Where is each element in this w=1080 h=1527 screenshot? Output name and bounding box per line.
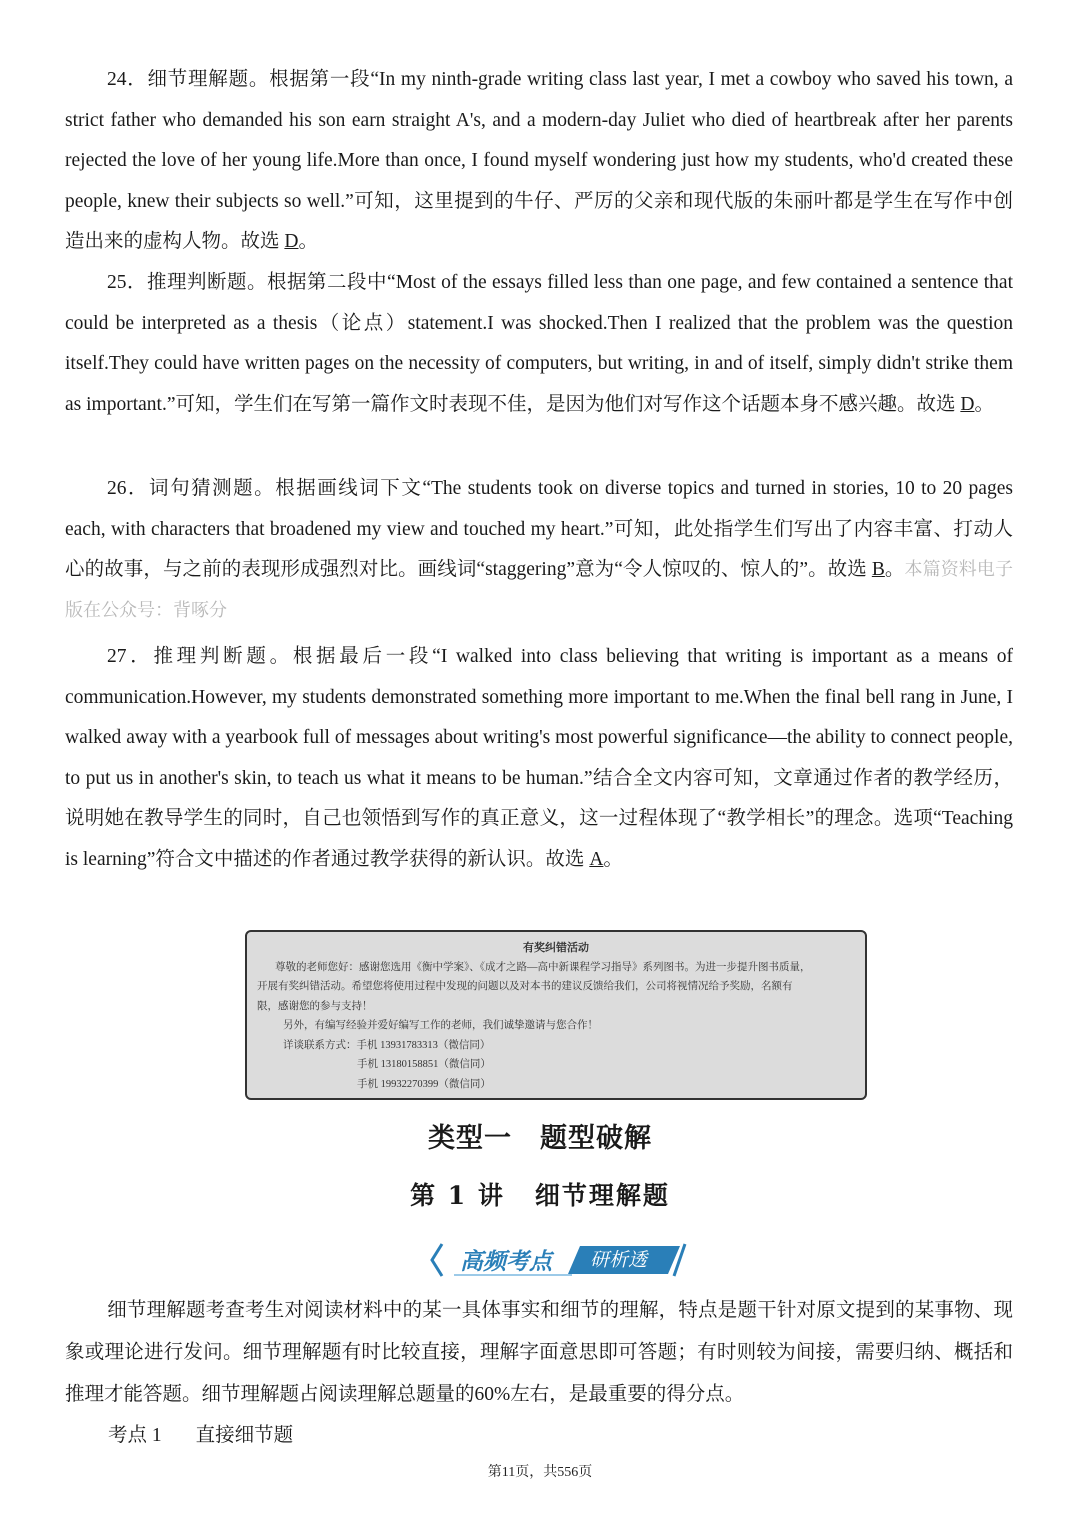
q26-body: 根据画线词下文“The students took on diverse topics and turned in stories, 10 to 20 pages each, with characters that broadened my view and touched my heart.”可知，此处指学生们写出了内容丰富、打动人心的故事，与之前的表现形成强烈对比。画线词“staggering”意为“令人惊叹的、惊人的”。故选: [65, 478, 1013, 580]
q25-type-label: 推理判断题。: [147, 272, 268, 293]
q26-type-label: 词句猜测题。: [149, 478, 276, 499]
notice-contact: 手机 13180158851（微信同）: [357, 1059, 491, 1070]
high-frequency-banner: [430, 1240, 692, 1280]
question-26-explanation: 26．词句猜测题。根据画线词下文“The students took on diverse topics and turned in stories, 10 to 20 pages each, with characters that broadened my view and touched my heart.”可知，此处指学生们写出了内容丰富、打动人心的故事，与之前的表现形成强烈对比。画线词“staggering”意为“令人惊叹的、惊人的”。故选 B。本篇资料电子版在公众号：背啄分: [65, 478, 1013, 621]
kaodian-title: 直接细节题: [195, 1425, 294, 1446]
notice-line: 开展有奖纠错活动。希望您将使用过程中发现的问题以及对本书的建议反馈给我们，公司将视情况给予奖励，名额有: [257, 981, 793, 992]
q24-answer: D: [284, 231, 299, 252]
notice-contact: 手机 19932270399（微信同）: [357, 1078, 491, 1090]
q27-number: 27．: [107, 646, 154, 667]
banner-main-text: 高频考点: [460, 1249, 552, 1275]
q27-answer: A: [589, 848, 604, 870]
q27-type-label: 推理判断题。: [153, 646, 293, 667]
q25-body: 根据第二段中“Most of the essays filled less than one page, and few contained a sentence that could be interpreted as a thesis（论点）statement.I was shocked.Then I realized that the problem was the question itself.They could have written pages on the necessity of computers, but writing, in and of itself, simply didn't strike them as important.”可知，学生们在写第一篇作文时表现不佳，是因为他们对写作这个话题本身不感兴趣。故选: [65, 272, 1013, 415]
notice-line: 尊敬的老师您好：感谢您选用《衡中学案》、《成才之路—高中新课程学习指导》系列图书。为进一步提升图书质量，: [275, 961, 811, 973]
error-correction-notice: [245, 930, 867, 1100]
notice-line: 另外，有编写经验并爱好编写工作的老师，我们诚挚邀请与您合作！: [283, 1020, 598, 1031]
notice-line: 限，感谢您的参与支持！: [257, 1000, 373, 1012]
intro-paragraph: 细节理解题考查考生对阅读材料中的某一具体事实和细节的理解，特点是题干针对原文提到的某事物、现象或理论进行发问。细节理解题有时比较直接，理解字面意思即可答题；有时则较为间接，需要归纳、概括和推理才能答题。细节理解题占阅读理解总题量的60%左右，是最重要的得分点。: [65, 1300, 1013, 1405]
kaodian-label: 考点 1: [108, 1425, 162, 1446]
q25-number: 25．: [107, 272, 148, 293]
page-footer: 第11页，共556页: [487, 1465, 593, 1480]
section-title: 类型一 题型破解: [428, 1123, 652, 1154]
lecture-title: 第 1 讲 细节理解题: [410, 1181, 670, 1210]
banner-sub-text: 研析透: [590, 1249, 648, 1271]
notice-title: 有奖纠错活动: [523, 941, 589, 954]
q26-number: 26．: [107, 478, 150, 499]
watermark-text: 本篇资料电子版在公众号：背啄分: [65, 559, 1013, 621]
kaodian-heading: [108, 1418, 293, 1454]
q25-answer: D: [960, 393, 975, 415]
q24-body: 根据第一段“In my ninth-grade writing class last year, I met a cowboy who saved his town, a strict father who demanded his son earn straight A's, and a modern-day Juliet who died of heartbreak after her parents rejected the love of her young life.More than once, I found myself wondering just how my students, who'd created these people, knew their subjects so well.”可知，这里提到的牛仔、严厉的父亲和现代版的朱丽叶都是学生在写作中创造出来的虚构人物。故选: [65, 69, 1013, 252]
question-27-explanation: 27．推理判断题。根据最后一段“I walked into class believing that writing is important as a means of communication.However, my students demonstrated something more important to me.When the final bell rang in June, I walked away with a yearbook full of messages about writing's most powerful significance—the ability to connect people, to put us in another's skin, to teach us what it means to be human.”结合全文内容可知，文章通过作者的教学经历，说明她在教导学生的同时，自己也领悟到写作的真正意义，这一过程体现了“教学相长”的理念。选项“Teaching is learning”符合文中描述的作者通过教学获得的新认识。故选 A。: [65, 646, 1013, 870]
question-24-explanation: 24．细节理解题。根据第一段“In my ninth-grade writing class last year, I met a cowboy who saved his town, a strict father who demanded his son earn straight A's, and a modern-day Juliet who died of heartbreak after her parents rejected the love of her young life.More than once, I found myself wondering just how my students, who'd created these people, knew their subjects so well.”可知，这里提到的牛仔、严厉的父亲和现代版的朱丽叶都是学生在写作中创造出来的虚构人物。故选 D。: [65, 69, 1013, 252]
q27-body: 根据最后一段“I walked into class believing that writing is important as a means of communication.However, my students demonstrated something more important to me.When the final bell rang in June, I walked away with a yearbook full of messages about writing's most powerful significance—the ability to connect people, to put us in another's skin, to teach us what it means to be human.”结合全文内容可知，文章通过作者的教学经历，说明她在教导学生的同时，自己也领悟到写作的真正意义，这一过程体现了“教学相长”的理念。选项“Teaching is learning”符合文中描述的作者通过教学获得的新认识。故选: [65, 646, 1013, 870]
q24-number: 24．: [107, 69, 148, 90]
q24-type-label: 细节理解题。: [147, 69, 270, 90]
question-25-explanation: 25．推理判断题。根据第二段中“Most of the essays filled less than one page, and few contained a sentence that could be interpreted as a thesis（论点）statement.I was shocked.Then I realized that the problem was the question itself.They could have written pages on the necessity of computers, but writing, in and of itself, simply didn't strike them as important.”可知，学生们在写第一篇作文时表现不佳，是因为他们对写作这个话题本身不感兴趣。故选 D。: [65, 272, 1013, 415]
q26-answer: B: [871, 559, 885, 580]
notice-contact: 详谈联系方式：手机 13931783313（微信同）: [283, 1039, 491, 1051]
